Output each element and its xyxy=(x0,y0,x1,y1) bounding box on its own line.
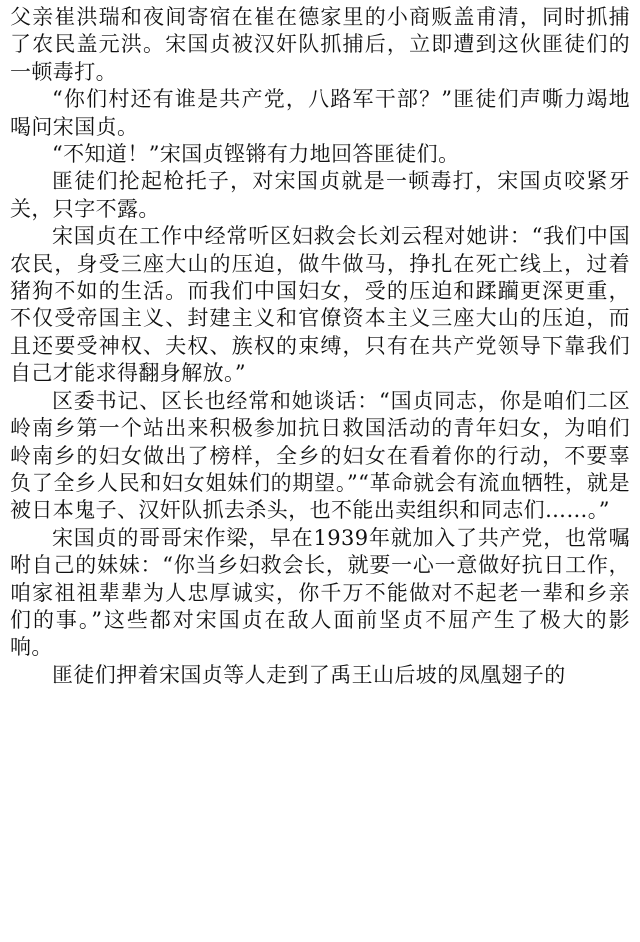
paragraph-7: 宋国贞的哥哥宋作梁，早在1939年就加入了共产党，也常嘱咐自己的妹妹：“你当乡妇救会长，就要一心一意做好抗日工作，咱家祖祖辈辈为人忠厚诚实，你千万不能做对不起老一辈和乡亲们的事。”这些都对宋国贞在敌人面前坚贞不屈产生了极大的影响。 xyxy=(10,525,630,660)
paragraph-3: “不知道！”宋国贞铿锵有力地回答匪徒们。 xyxy=(52,142,460,167)
paragraph-2: “你们村还有谁是共产党，八路军干部？”匪徒们声嘶力竭地喝问宋国贞。 xyxy=(10,87,630,139)
paragraph-6: 区委书记、区长也经常和她谈话：“国贞同志，你是咱们二区岭南乡第一个站出来积极参加抗日救国活动的青年妇女，为咱们岭南乡的妇女做出了榜样，全乡的妇女在看着你的行动，不要辜负了全乡人民和妇女姐妹们的期望。”“革命就会有流血牺牲，就是被日本鬼子、汉奸队抓去杀头，也不能出卖组织和同志们……。” xyxy=(10,388,630,523)
document-page xyxy=(10,4,630,938)
paragraph-1: 父亲崔洪瑞和夜间寄宿在崔在德家里的小商贩盖甫清，同时抓捕了农民盖元洪。宋国贞被汉奸队抓捕后，立即遭到这伙匪徒们的一顿毒打。 xyxy=(10,5,630,84)
paragraph-8: 匪徒们押着宋国贞等人走到了禹王山后坡的凤凰翅子的 xyxy=(52,662,566,687)
paragraph-5: 宋国贞在工作中经常听区妇救会长刘云程对她讲：“我们中国农民，身受三座大山的压迫，做牛做马，挣扎在死亡线上，过着猪狗不如的生活。而我们中国妇女，受的压迫和蹂躏更深更重，不仅受帝国主义、封建主义和官僚资本主义三座大山的压迫，而且还要受神权、夫权、族权的束缚，只有在共产党领导下靠我们自己才能求得翻身解放。” xyxy=(10,224,630,386)
paragraph-4: 匪徒们抡起枪托子，对宋国贞就是一顿毒打，宋国贞咬紧牙关，只字不露。 xyxy=(10,169,630,221)
